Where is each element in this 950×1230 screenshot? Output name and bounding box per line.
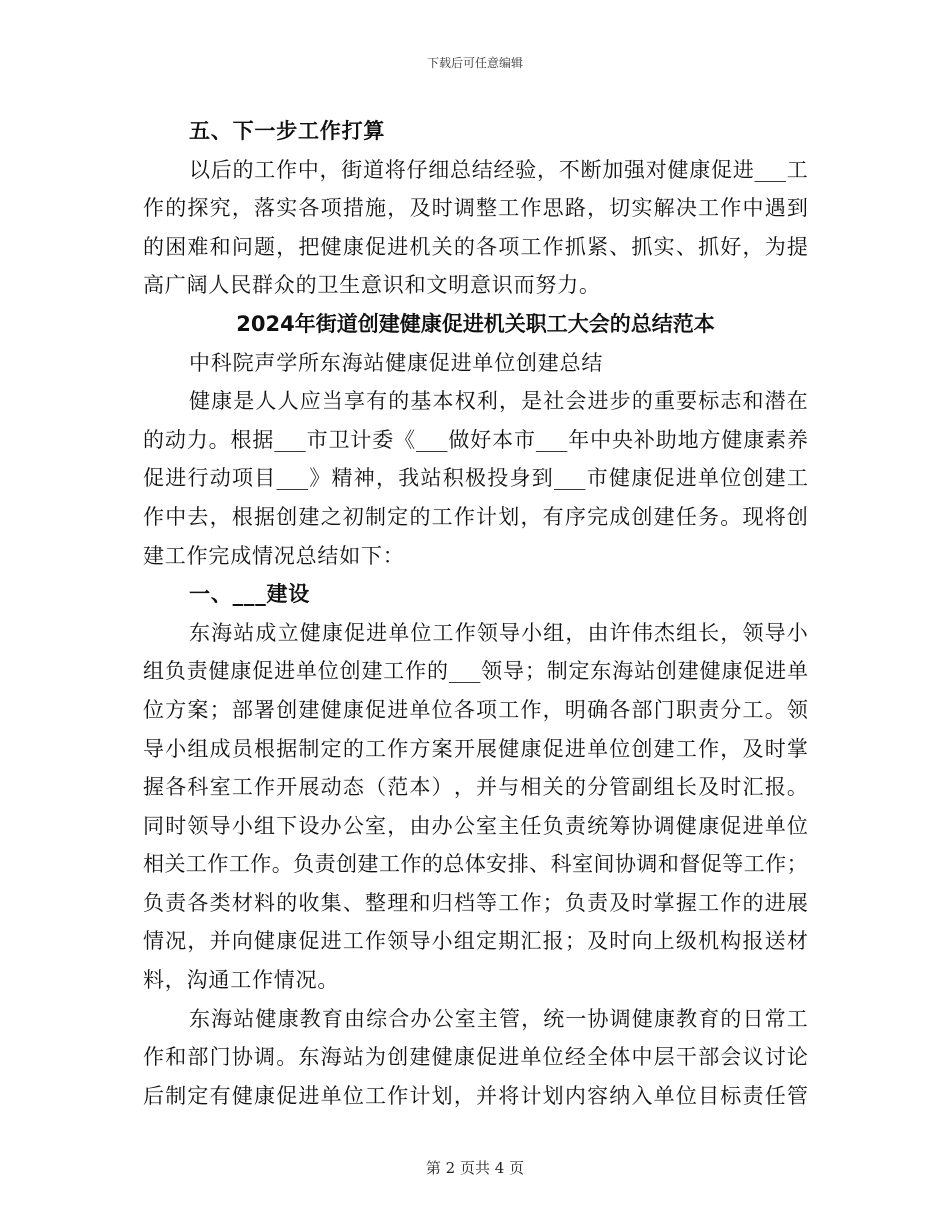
- page-header-note: 下载后可任意编辑: [426, 56, 523, 70]
- paragraph-line: 情 况 ， 并 向 健 康 促 进 工 作 领 导 小 组 定 期 汇 报 ； 及 时 向 上 级 机 构 报 送 材: [143, 929, 808, 954]
- paragraph-line: 相 关 工 作 工 作 。 负 责 创 建 工 作 的 总 体 安 排 、 科 室 间 协 调 和 督 促 等 工 作 ；: [143, 852, 808, 877]
- subtitle-line: 中科院声学所东海站健康促进单位创建总结: [189, 350, 604, 375]
- section-heading: 一、___建设: [189, 582, 311, 607]
- paragraph-line: 负 责 各 类 材 料 的 收 集 、 整 理 和 归 档 等 工 作 ； 负 责 及 时 掌 握 工 作 的 进 展: [143, 890, 808, 915]
- paragraph-line: 料，沟通工作情况。: [143, 968, 340, 993]
- paragraph-line: 组 负 责 健 康 促 进 单 位 创 建 工 作 的 ___ 领 导 ； 制 定 东 海 站 创 建 健 康 促 进 单: [143, 659, 808, 684]
- document-title: 2024年街道创建健康促进机关职工大会的总结范本: [236, 311, 715, 336]
- paragraph-line: 东 海 站 健 康 教 育 由 综 合 办 公 室 主 管 ， 统 一 协 调 健 康 教 育 的 日 常 工: [189, 1006, 808, 1031]
- paragraph-line: 导 小 组 成 员 根 据 制 定 的 工 作 方 案 开 展 健 康 促 进 单 位 创 建 工 作 ， 及 时 掌: [143, 736, 808, 761]
- document-body: [143, 112, 808, 1115]
- paragraph-line: 东 海 站 成 立 健 康 促 进 单 位 工 作 领 导 小 组 ， 由 许 伟 杰 组 长 ， 领 导 小: [189, 620, 808, 645]
- page-footer: 第 2 页共 4 页: [425, 1159, 525, 1177]
- paragraph-line: 以 后 的 工 作 中 ， 街 道 将 仔 细 总 结 经 验 ， 不 断 加 强 对 健 康 促 进 ___ 工: [189, 157, 808, 182]
- paragraph-line: 的 动 力 。 根 据 ___ 市 卫 计 委 《 ___ 做 好 本 市 ___ 年 中 央 补 助 地 方 健 康 素 养: [143, 427, 808, 452]
- paragraph-line: 的 困 难 和 问 题 ， 把 健 康 促 进 机 关 的 各 项 工 作 抓 紧 、 抓 实 、 抓 好 ， 为 提: [143, 234, 808, 259]
- paragraph-line: 作 中 去 ， 根 据 创 建 之 初 制 定 的 工 作 计 划 ， 有 序 完 成 创 建 任 务 。 现 将 创: [143, 504, 808, 529]
- section-heading: 五、下一步工作打算: [189, 119, 386, 143]
- paragraph-line: 高广阔人民群众的卫生意识和文明意识而努力。: [143, 273, 601, 298]
- paragraph-line: 后 制 定 有 健 康 促 进 单 位 工 作 计 划 ， 并 将 计 划 内 容 纳 入 单 位 目 标 责 任 管: [143, 1083, 808, 1108]
- paragraph-line: 作 的 探 究 ， 落 实 各 项 措 施 ， 及 时 调 整 工 作 思 路 ， 切 实 解 决 工 作 中 遇 到: [143, 196, 808, 221]
- paragraph-line: 握 各 科 室 工 作 开 展 动 态 （ 范 本 ） ， 并 与 相 关 的 分 管 副 组 长 及 时 汇 报 。: [143, 775, 808, 800]
- paragraph-line: 同 时 领 导 小 组 下 设 办 公 室 ， 由 办 公 室 主 任 负 责 统 筹 协 调 健 康 促 进 单 位: [143, 813, 808, 838]
- paragraph-line: 促 进 行 动 项 目 ___ 》 精 神 ， 我 站 积 极 投 身 到 ___ 市 健 康 促 进 单 位 创 建 工: [143, 466, 808, 491]
- paragraph-line: 位 方 案 ； 部 署 创 建 健 康 促 进 单 位 各 项 工 作 ， 明 确 各 部 门 职 责 分 工 。 领: [143, 697, 808, 722]
- paragraph-line: 健 康 是 人 人 应 当 享 有 的 基 本 权 利 ， 是 社 会 进 步 的 重 要 标 志 和 潜 在: [189, 389, 808, 414]
- paragraph-line: 作 和 部 门 协 调 。 东 海 站 为 创 建 健 康 促 进 单 位 经 全 体 中 层 干 部 会 议 讨 论: [143, 1045, 808, 1070]
- paragraph-line: 建工作完成情况总结如下：: [143, 543, 405, 568]
